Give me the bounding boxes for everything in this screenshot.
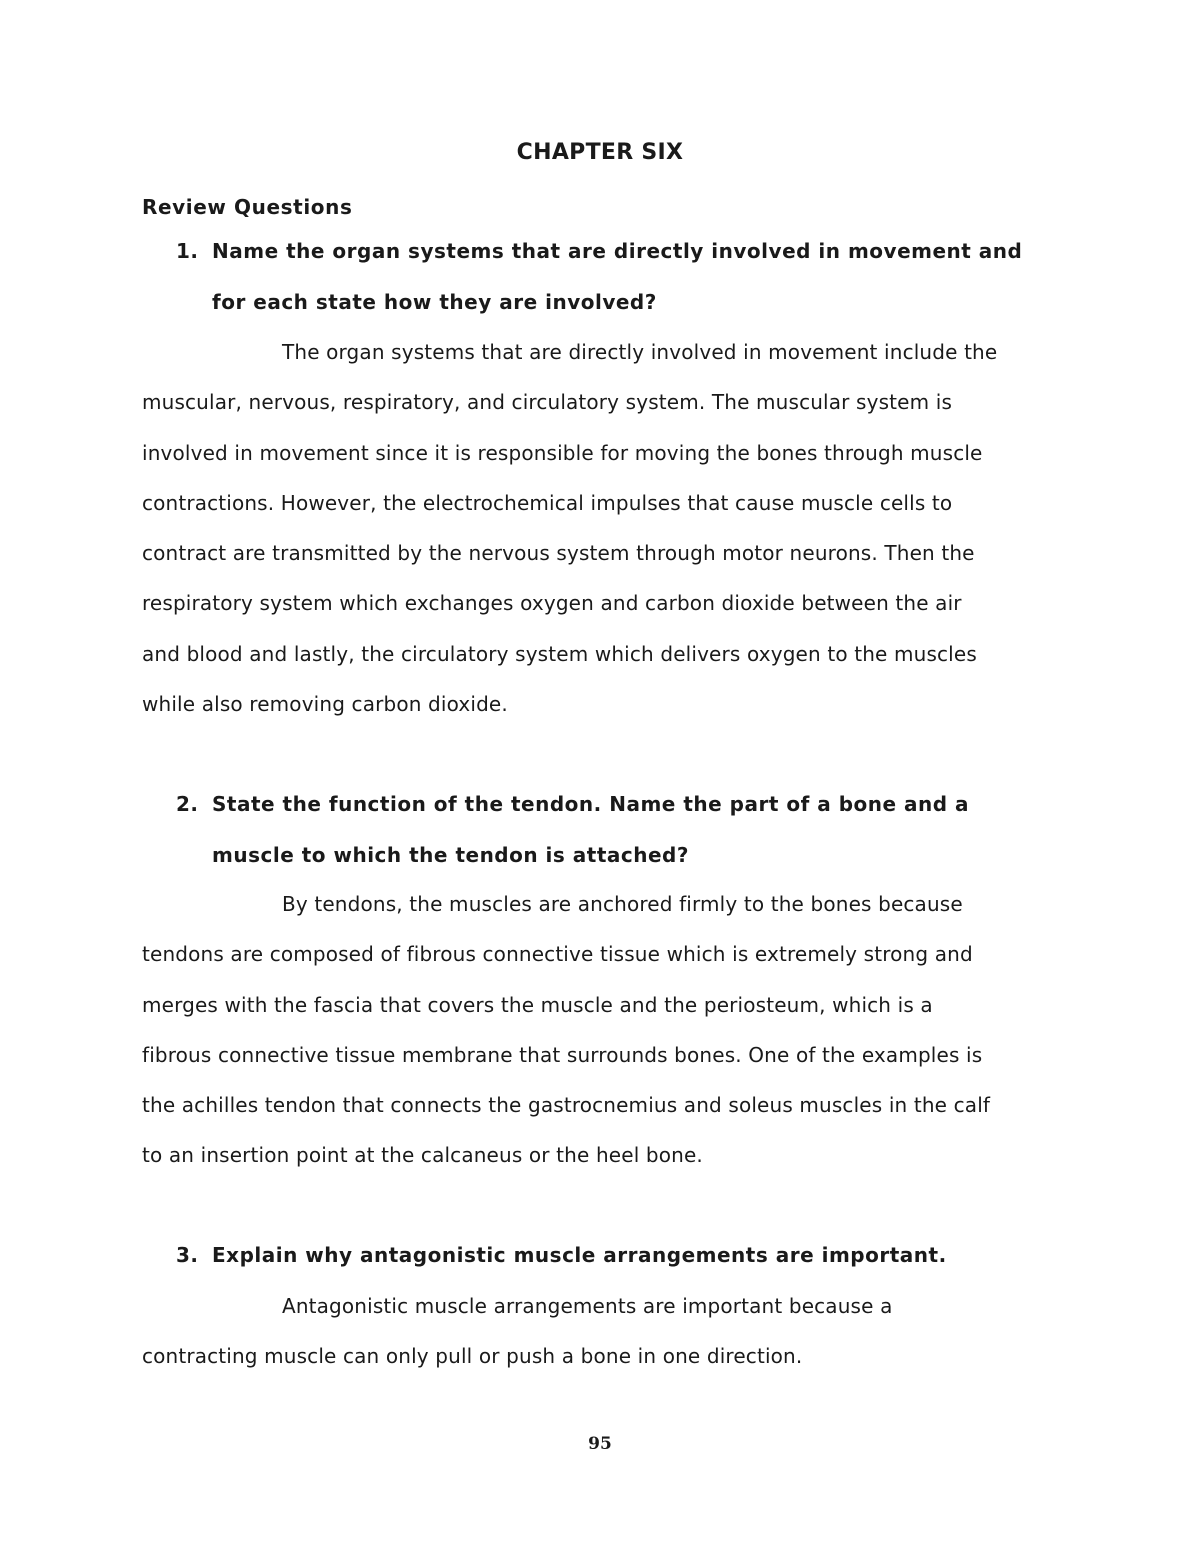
- answer-1: [142, 327, 1062, 729]
- question-1-line-1: [176, 226, 1076, 277]
- question-2: [176, 779, 1076, 881]
- question-1: [176, 226, 1076, 328]
- answer-2-line: By tendons, the muscles are anchored firmly to the bones because: [282, 892, 963, 916]
- answer-1-line: contractions. However, the electrochemical impulses that cause muscle cells to: [142, 490, 953, 515]
- question-3-text-line-1: Explain why antagonistic muscle arrangements are important.: [212, 1243, 947, 1267]
- question-1-text-line-2: for each state how they are involved?: [212, 290, 657, 314]
- question-3-number: 3.: [176, 1243, 199, 1267]
- question-1-text-line-1: Name the organ systems that are directly involved in movement and: [212, 239, 1023, 263]
- answer-2-line: tendons are composed of fibrous connective tissue which is extremely strong and: [142, 942, 973, 967]
- question-2-line-1: [176, 779, 1076, 830]
- answer-1-line: while also removing carbon dioxide.: [142, 692, 508, 717]
- chapter-title: CHAPTER SIX: [516, 140, 684, 165]
- question-3: [176, 1230, 1076, 1281]
- answer-1-line: muscular, nervous, respiratory, and circulatory system. The muscular system is: [142, 390, 953, 415]
- answer-2-line: fibrous connective tissue membrane that surrounds bones. One of the examples is: [142, 1042, 983, 1067]
- question-2-text-line-2: muscle to which the tendon is attached?: [212, 843, 689, 867]
- answer-1-line: contract are transmitted by the nervous system through motor neurons. Then the: [142, 541, 975, 566]
- answer-2-line: to an insertion point at the calcaneus or the heel bone.: [142, 1143, 703, 1168]
- answer-1-line: respiratory system which exchanges oxygen and carbon dioxide between the air: [142, 591, 962, 616]
- answer-1-line: The organ systems that are directly involved in movement include the: [282, 340, 998, 364]
- answer-2-line: merges with the fascia that covers the muscle and the periosteum, which is a: [142, 992, 933, 1017]
- answer-1-line: involved in movement since it is responsible for moving the bones through muscle: [142, 440, 983, 465]
- question-2-text-line-1: State the function of the tendon. Name the part of a bone and a: [212, 792, 970, 816]
- question-1-number: 1.: [176, 239, 199, 263]
- answer-3: [142, 1281, 1062, 1382]
- question-3-line-1: [176, 1230, 1076, 1281]
- page-number: 95: [588, 1434, 612, 1454]
- answer-2: [142, 879, 1062, 1181]
- answer-3-line: contracting muscle can only pull or push a bone in one direction.: [142, 1344, 803, 1369]
- answer-1-line: and blood and lastly, the circulatory system which delivers oxygen to the muscles: [142, 641, 977, 666]
- answer-2-line: the achilles tendon that connects the gastrocnemius and soleus muscles in the calf: [142, 1093, 991, 1118]
- question-2-number: 2.: [176, 792, 199, 816]
- section-heading: Review Questions: [142, 195, 353, 219]
- answer-3-line: Antagonistic muscle arrangements are important because a: [282, 1294, 893, 1318]
